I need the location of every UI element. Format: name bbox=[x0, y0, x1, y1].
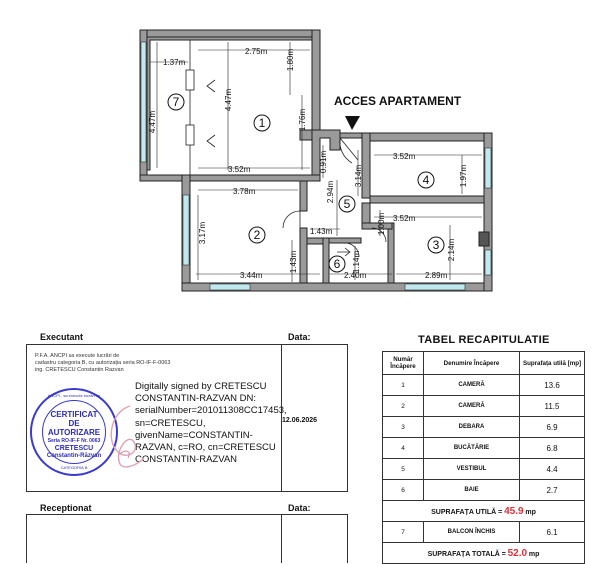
receptionat-heading: Receptionat bbox=[40, 503, 92, 513]
stamp-line: Constantin-Răzvan bbox=[46, 453, 102, 459]
stamp-ring-text: ANCPI . sa execute lucrări de bbox=[47, 393, 101, 398]
pfa-line: P.F.A. ANCPI sa execute lucrări de bbox=[35, 353, 120, 359]
dim-label: 1.80m bbox=[286, 48, 295, 72]
room-number-7: 7 bbox=[172, 95, 180, 109]
row-number: 2 bbox=[383, 396, 424, 417]
stamp-line: CERTIFICAT bbox=[50, 410, 98, 419]
entrance-label: ACCES APARTAMENT bbox=[334, 94, 462, 108]
suprafata-totala-label: SUPRAFAȚA TOTALĂ = bbox=[427, 550, 506, 558]
signature-date: 12.06.2026 bbox=[282, 417, 318, 424]
dim-label: 1.76m bbox=[298, 108, 307, 132]
dim-label: 3.78m bbox=[233, 187, 256, 196]
row-area: 6.1 bbox=[520, 522, 585, 543]
dim-label: 3.52m bbox=[393, 214, 416, 223]
dim-label: 1.43m bbox=[310, 227, 333, 236]
row-area: 4.4 bbox=[520, 459, 585, 480]
summary-table-title: TABEL RECAPITULATIE bbox=[418, 334, 550, 346]
digital-signature-text: Digitally signed by CRETESCU CONSTANTIN-RAZVAN DN: serialNumber=201011308CC17453, sn=CRETESCU, givenName=CONSTANTIN-RAZVAN, c=RO, cn=CRETESCU CONSTANTIN-RAZVAN bbox=[135, 381, 287, 466]
suprafata-totala-row bbox=[383, 543, 585, 564]
handwritten-signature bbox=[100, 402, 150, 472]
receptionat-box bbox=[26, 514, 348, 563]
room-number-6: 6 bbox=[333, 257, 341, 271]
table-row bbox=[383, 417, 585, 438]
table-row bbox=[383, 396, 585, 417]
dim-label: 2.14m bbox=[447, 238, 456, 262]
suprafata-totala-unit: mp bbox=[528, 550, 540, 558]
suprafata-utila-row bbox=[383, 501, 585, 522]
dim-label: 1.37m bbox=[163, 58, 186, 67]
dim-label: 0.91m bbox=[319, 150, 328, 174]
room-number-4: 4 bbox=[422, 173, 430, 187]
suprafata-utila-unit: mp bbox=[525, 508, 536, 516]
door-swings bbox=[186, 40, 386, 257]
dim-label: 4.47m bbox=[224, 88, 233, 112]
suprafata-utila-cell bbox=[383, 501, 585, 522]
summary-table bbox=[382, 351, 585, 564]
dim-label: 1.97m bbox=[459, 164, 468, 188]
suprafata-utila-value: 45.9 bbox=[504, 505, 524, 517]
row-number: 5 bbox=[383, 459, 424, 480]
dim-label: 3.17m bbox=[198, 221, 207, 245]
stamp-ring-text: CATEGORIA B bbox=[60, 465, 88, 470]
row-area: 6.8 bbox=[520, 438, 585, 459]
row-name: BUCĂTĂRIE bbox=[424, 438, 520, 459]
room-number-1: 1 bbox=[258, 116, 266, 130]
suprafata-totala-cell bbox=[383, 543, 585, 564]
room-number-5: 5 bbox=[343, 197, 351, 211]
table-header-row bbox=[383, 352, 585, 375]
executant-heading: Executant bbox=[40, 332, 84, 342]
row-name: BAIE bbox=[424, 480, 520, 501]
dim-label: 1.14m bbox=[352, 250, 361, 274]
table-row bbox=[383, 375, 585, 396]
dim-label: 1.43m bbox=[289, 250, 298, 274]
row-number: 7 bbox=[383, 522, 424, 543]
table-row bbox=[383, 438, 585, 459]
header-area: Suprafața utilă [mp] bbox=[520, 352, 585, 375]
header-name: Denumire Încăpere bbox=[424, 352, 520, 375]
dim-label: 3.52m bbox=[228, 165, 251, 174]
row-name: BALCON ÎNCHIS bbox=[424, 522, 520, 543]
stamp-line: DE bbox=[68, 419, 80, 428]
dim-label: 3.44m bbox=[240, 271, 263, 280]
row-area: 2.7 bbox=[520, 480, 585, 501]
row-name: DEBARA bbox=[424, 417, 520, 438]
pfa-line: ing. CRETESCU Constantin Razvan bbox=[35, 367, 124, 373]
row-number: 4 bbox=[383, 438, 424, 459]
stamp-line: Seria RO-IF-F Nr. 0063 bbox=[47, 438, 101, 444]
row-number: 6 bbox=[383, 480, 424, 501]
row-area: 11.5 bbox=[520, 396, 585, 417]
executant-date-heading: Data: bbox=[288, 332, 311, 342]
dim-label: 2.75m bbox=[245, 47, 268, 56]
dim-label: 1.00m bbox=[377, 212, 386, 236]
entrance-arrow-icon bbox=[345, 116, 360, 130]
room-number-2: 2 bbox=[253, 228, 261, 242]
row-area: 6.9 bbox=[520, 417, 585, 438]
row-number: 3 bbox=[383, 417, 424, 438]
row-area: 13.6 bbox=[520, 375, 585, 396]
row-name: VESTIBUL bbox=[424, 459, 520, 480]
row-number: 1 bbox=[383, 375, 424, 396]
suprafata-utila-label: SUPRAFAȚA UTILĂ = bbox=[431, 508, 503, 516]
dim-label: 2.89m bbox=[425, 271, 448, 280]
dim-label: 4.47m bbox=[148, 110, 157, 134]
divider bbox=[281, 515, 282, 563]
receptionat-date-heading: Data: bbox=[288, 503, 311, 513]
header-number: Număr Încăpere bbox=[383, 352, 424, 375]
stamp-line: AUTORIZARE bbox=[47, 428, 101, 437]
pfa-text bbox=[35, 353, 235, 374]
dim-label: 3.14m bbox=[354, 164, 363, 188]
stamp-line: CRETESCU bbox=[54, 445, 94, 452]
table-row bbox=[383, 459, 585, 480]
table-row bbox=[383, 480, 585, 501]
suprafata-totala-value: 52.0 bbox=[507, 547, 528, 559]
dim-label: 3.52m bbox=[393, 152, 416, 161]
room-number-3: 3 bbox=[432, 238, 440, 252]
dim-label: 2.40m bbox=[344, 271, 367, 280]
row-name: CAMERĂ bbox=[424, 375, 520, 396]
pfa-line: cadastru categoria B, cu autorizația seria RO-IF-F-0063 bbox=[35, 360, 171, 366]
dimension-labels bbox=[148, 47, 468, 280]
table-row-balcon bbox=[383, 522, 585, 543]
row-name: CAMERĂ bbox=[424, 396, 520, 417]
dim-label: 2.94m bbox=[326, 180, 335, 204]
